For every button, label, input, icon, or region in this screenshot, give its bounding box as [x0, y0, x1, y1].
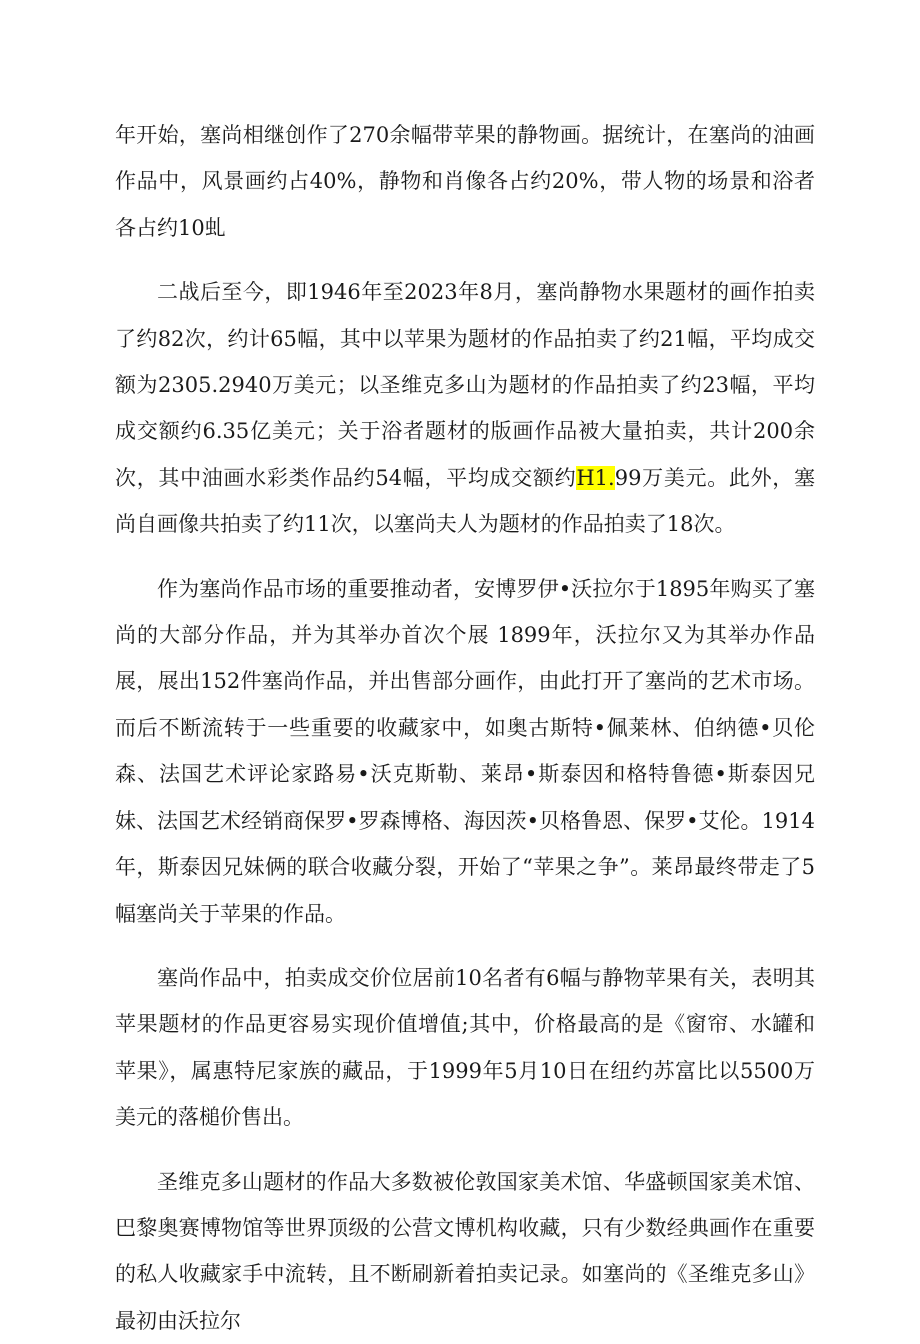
paragraph-2 [115, 269, 815, 547]
paragraph-3 [115, 566, 815, 937]
text-line: 次，约计65幅，其中以苹果为题材的作品拍卖了约21幅，平均成交额为2305.2940 [115, 326, 815, 398]
text-line: 件塞尚作品，并出售部分画作，由此打开了塞尚的艺术市场。而后不断流转于一 [115, 669, 815, 740]
text-line: 99万美元。此外，塞尚自画像共拍卖了约11次，以塞尚夫 [115, 465, 815, 537]
paragraph-4 [115, 955, 815, 1141]
text-line: 中，风景画约占40%，静物和肖像各占约20%，带人物的场景和浴者各占约10虬 [115, 169, 816, 240]
text-line: 塞尚作品中，拍卖成交价位居前10名者有6幅与静物苹果有关，表明其苹果 [115, 965, 815, 1037]
text-line: 人为题材的作品拍卖了18次。 [456, 512, 736, 537]
text-line: 出。 [262, 1105, 304, 1130]
paragraph-gap [115, 1141, 815, 1159]
text-line: 年开始，塞尚相继创作了270余幅带苹果的静物画。据统计，在塞尚的油画作品 [115, 123, 815, 194]
text-line: 格、海因茨•贝格鲁恩、保罗•艾伦。1914年，斯泰因兄妹俩的联合收藏分裂，开 [115, 808, 816, 880]
text-line: 藏家手中流转，且不断刷新着拍卖记录。如塞尚的《圣维克多山》最初由沃拉尔 [115, 1262, 815, 1333]
paragraph-5 [115, 1159, 815, 1344]
paragraph-gap [115, 251, 815, 269]
text-line: 关于浴者题材的版画作品被大量拍卖，共计200余次，其中油画水彩类作品约54 [115, 419, 815, 490]
text-line: •沃克斯勒、莱昂•斯泰因和格特鲁德•斯泰因兄妹、法国艺术经销商保罗•罗森博 [115, 762, 815, 833]
text-line: 题材的作品更容易实现价值增值;其中，价格最高的是《窗帘、水罐和苹果》， [115, 1012, 815, 1083]
document-body [115, 112, 815, 1344]
text-line: 幅，平均成交额约 [402, 465, 577, 490]
text-line: 作为塞尚作品市场的重要推动者，安博罗伊•沃拉尔于1895年购买了塞尚的 [115, 576, 815, 648]
paragraph-gap [115, 937, 815, 955]
text-line: 大部分作品，并为其举办首次个展 1899年，沃拉尔又为其举办作品展，展出152 [115, 623, 815, 694]
paragraph-gap [115, 548, 815, 566]
text-line: 万美元；以圣维克多山为题材的作品拍卖了约23幅，平均成交额约6.35亿美元； [115, 373, 815, 444]
highlighted-text: H1. [576, 465, 615, 490]
paragraph-1 [115, 112, 815, 251]
text-line: 奥赛博物馆等世界顶级的公营文博机构收藏，只有少数经典画作在重要的私人收 [115, 1215, 815, 1287]
text-line: 始了“苹果之争”。莱昂最终带走了5幅塞尚关于苹果的作品。 [115, 855, 815, 926]
text-line: 属惠特尼家族的藏品，于1999年5月10日在纽约苏富比以5500万美元的落槌价售 [115, 1058, 816, 1130]
text-line: 些重要的收藏家中，如奥古斯特•佩莱林、伯纳德•贝伦森、法国艺术评论家路易 [115, 715, 815, 787]
text-line: 圣维克多山题材的作品大多数被伦敦国家美术馆、华盛顿国家美术馆、巴黎 [115, 1169, 815, 1240]
text-line: 二战后至今，即1946年至2023年8月，塞尚静物水果题材的画作拍卖了约82 [115, 280, 815, 351]
